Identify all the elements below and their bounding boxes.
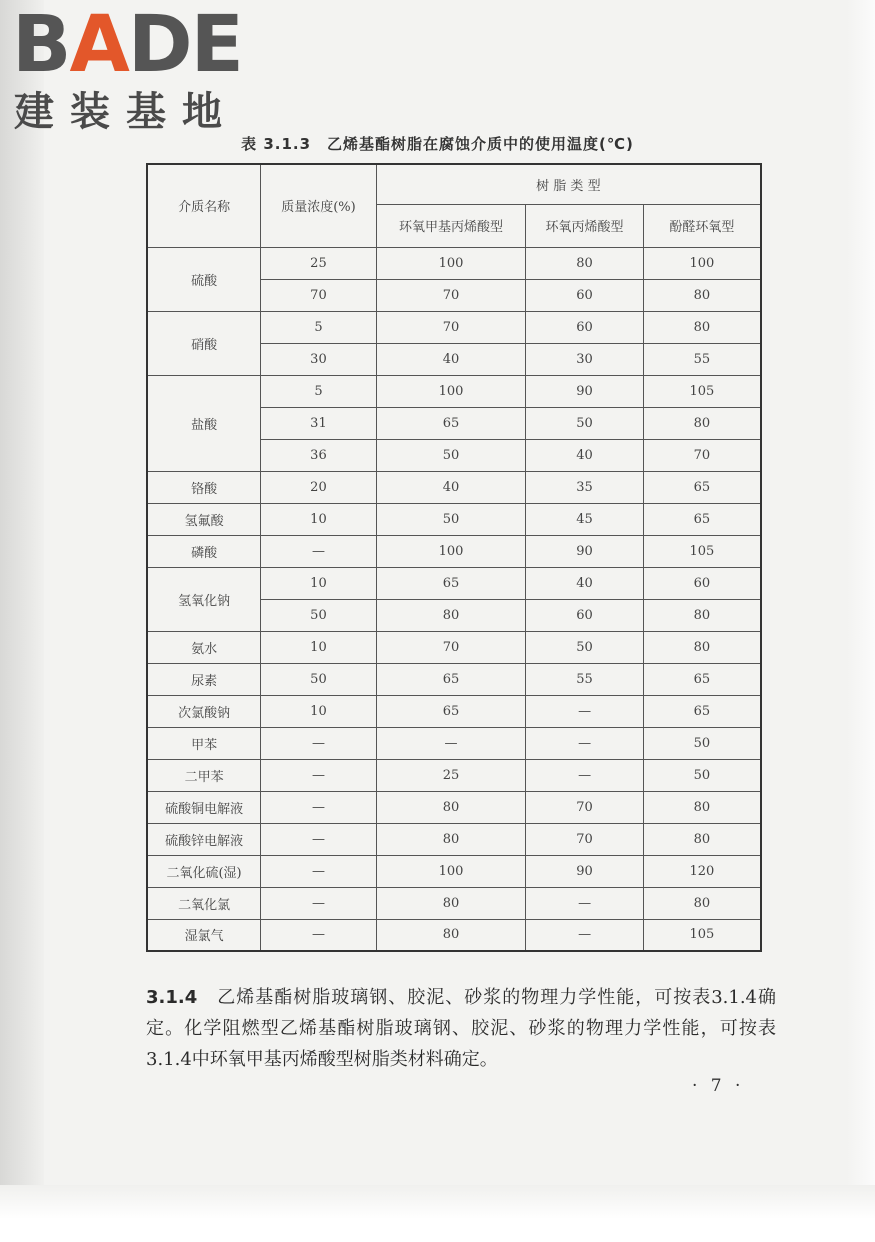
temperature-cell: 70 xyxy=(376,311,526,343)
temperature-cell: — xyxy=(526,695,644,727)
temperature-cell: — xyxy=(376,727,526,759)
medium-name-cell: 二甲苯 xyxy=(147,759,261,791)
logo-wordmark: BADE xyxy=(12,0,242,90)
medium-name-cell: 尿素 xyxy=(147,663,261,695)
header-concentration: 质量浓度(%) xyxy=(261,164,377,247)
temperature-cell: 80 xyxy=(376,599,526,631)
table-row xyxy=(147,727,761,759)
temperature-cell: 90 xyxy=(526,855,644,887)
table-row xyxy=(147,759,761,791)
concentration-cell: 50 xyxy=(261,599,377,631)
temperature-cell: 60 xyxy=(526,599,644,631)
medium-name-cell: 硫酸锌电解液 xyxy=(147,823,261,855)
medium-name-cell: 甲苯 xyxy=(147,727,261,759)
table-row xyxy=(147,471,761,503)
temperature-cell: 50 xyxy=(526,407,644,439)
temperature-cell: 65 xyxy=(376,695,526,727)
logo-chinese-text: 建装基地 xyxy=(14,89,238,135)
header-resin-type: 环氧甲基丙烯酸型 xyxy=(376,204,526,247)
concentration-cell: 50 xyxy=(261,663,377,695)
table-row xyxy=(147,855,761,887)
medium-name-cell: 次氯酸钠 xyxy=(147,695,261,727)
table-row xyxy=(147,919,761,951)
concentration-cell: 10 xyxy=(261,695,377,727)
temperature-cell: 25 xyxy=(376,759,526,791)
concentration-cell: — xyxy=(261,535,377,567)
temperature-cell: 70 xyxy=(643,439,761,471)
table-title: 表 3.1.3 乙烯基酯树脂在腐蚀介质中的使用温度(℃) xyxy=(241,135,634,153)
temperature-cell: 105 xyxy=(643,375,761,407)
resin-temperature-table xyxy=(146,163,762,952)
concentration-cell: 30 xyxy=(261,343,377,375)
page-number: · 7 · xyxy=(692,1076,745,1096)
concentration-cell: 10 xyxy=(261,567,377,599)
scan-bottom-shadow xyxy=(0,1185,875,1242)
temperature-cell: 65 xyxy=(643,471,761,503)
bade-logo-watermark xyxy=(12,0,262,136)
concentration-cell: — xyxy=(261,823,377,855)
temperature-cell: 80 xyxy=(376,823,526,855)
temperature-cell: — xyxy=(526,887,644,919)
medium-name-cell: 磷酸 xyxy=(147,535,261,567)
concentration-cell: 25 xyxy=(261,247,377,279)
header-resin-type: 环氧丙烯酸型 xyxy=(526,204,644,247)
temperature-cell: 80 xyxy=(643,791,761,823)
concentration-cell: 70 xyxy=(261,279,377,311)
temperature-cell: 50 xyxy=(376,439,526,471)
temperature-cell: 70 xyxy=(376,631,526,663)
concentration-cell: 10 xyxy=(261,631,377,663)
concentration-cell: 20 xyxy=(261,471,377,503)
temperature-cell: 60 xyxy=(643,567,761,599)
medium-name-cell: 二氧化硫(湿) xyxy=(147,855,261,887)
header-resin-group: 树 脂 类 型 xyxy=(376,164,761,204)
concentration-cell: — xyxy=(261,759,377,791)
medium-name-cell: 盐酸 xyxy=(147,375,261,471)
concentration-cell: — xyxy=(261,727,377,759)
concentration-cell: 10 xyxy=(261,503,377,535)
temperature-cell: 40 xyxy=(526,567,644,599)
temperature-cell: 80 xyxy=(643,631,761,663)
concentration-cell: — xyxy=(261,855,377,887)
table-row xyxy=(147,503,761,535)
temperature-cell: 45 xyxy=(526,503,644,535)
temperature-cell: 65 xyxy=(643,663,761,695)
concentration-cell: 31 xyxy=(261,407,377,439)
temperature-cell: 65 xyxy=(643,503,761,535)
temperature-cell: 50 xyxy=(643,727,761,759)
temperature-cell: 50 xyxy=(643,759,761,791)
temperature-cell: 80 xyxy=(643,407,761,439)
medium-name-cell: 氢氟酸 xyxy=(147,503,261,535)
section-number: 3.1.4 xyxy=(146,987,198,1008)
temperature-cell: 105 xyxy=(643,535,761,567)
table-body xyxy=(147,247,761,951)
medium-name-cell: 氨水 xyxy=(147,631,261,663)
header-resin-type: 酚醛环氧型 xyxy=(643,204,761,247)
table-row xyxy=(147,247,761,279)
temperature-cell: 100 xyxy=(643,247,761,279)
temperature-cell: 55 xyxy=(643,343,761,375)
temperature-cell: 80 xyxy=(643,599,761,631)
table-row xyxy=(147,567,761,599)
temperature-cell: 30 xyxy=(526,343,644,375)
concentration-cell: — xyxy=(261,919,377,951)
concentration-cell: — xyxy=(261,887,377,919)
table-row xyxy=(147,695,761,727)
temperature-cell: — xyxy=(526,727,644,759)
temperature-cell: 120 xyxy=(643,855,761,887)
temperature-cell: 80 xyxy=(376,791,526,823)
temperature-cell: 80 xyxy=(643,279,761,311)
medium-name-cell: 硫酸铜电解液 xyxy=(147,791,261,823)
table-row xyxy=(147,311,761,343)
temperature-cell: — xyxy=(526,759,644,791)
temperature-cell: — xyxy=(526,919,644,951)
temperature-cell: 100 xyxy=(376,247,526,279)
table-row xyxy=(147,663,761,695)
medium-name-cell: 硝酸 xyxy=(147,311,261,375)
table-row xyxy=(147,823,761,855)
header-medium: 介质名称 xyxy=(147,164,261,247)
table-row xyxy=(147,375,761,407)
table-row xyxy=(147,791,761,823)
temperature-cell: 65 xyxy=(376,407,526,439)
concentration-cell: 5 xyxy=(261,311,377,343)
temperature-cell: 50 xyxy=(376,503,526,535)
temperature-cell: 70 xyxy=(376,279,526,311)
concentration-cell: 36 xyxy=(261,439,377,471)
temperature-cell: 60 xyxy=(526,311,644,343)
concentration-cell: — xyxy=(261,791,377,823)
temperature-cell: 65 xyxy=(643,695,761,727)
temperature-cell: 80 xyxy=(643,887,761,919)
medium-name-cell: 二氧化氯 xyxy=(147,887,261,919)
table-row xyxy=(147,631,761,663)
temperature-cell: 80 xyxy=(376,887,526,919)
medium-name-cell: 氢氧化钠 xyxy=(147,567,261,631)
temperature-cell: 65 xyxy=(376,663,526,695)
scan-left-shadow xyxy=(0,0,44,1242)
temperature-cell: 40 xyxy=(376,343,526,375)
temperature-cell: 90 xyxy=(526,375,644,407)
temperature-cell: 80 xyxy=(376,919,526,951)
temperature-cell: 60 xyxy=(526,279,644,311)
section-text: 乙烯基酯树脂玻璃钢、胶泥、砂浆的物理力学性能，可按表3.1.4确定。化学阻燃型乙烯基酯树脂玻璃钢、胶泥、砂浆的物理力学性能，可按表3.1.4中环氧甲基丙烯酸型树脂类材料确定。 xyxy=(146,987,777,1070)
temperature-cell: 35 xyxy=(526,471,644,503)
temperature-cell: 105 xyxy=(643,919,761,951)
temperature-cell: 50 xyxy=(526,631,644,663)
temperature-cell: 100 xyxy=(376,855,526,887)
medium-name-cell: 铬酸 xyxy=(147,471,261,503)
table-row xyxy=(147,887,761,919)
medium-name-cell: 湿氯气 xyxy=(147,919,261,951)
temperature-cell: 65 xyxy=(376,567,526,599)
temperature-cell: 70 xyxy=(526,791,644,823)
temperature-cell: 80 xyxy=(526,247,644,279)
temperature-cell: 100 xyxy=(376,375,526,407)
temperature-cell: 70 xyxy=(526,823,644,855)
scan-right-shadow xyxy=(847,0,875,1242)
concentration-cell: 5 xyxy=(261,375,377,407)
temperature-cell: 80 xyxy=(643,823,761,855)
temperature-cell: 40 xyxy=(526,439,644,471)
temperature-cell: 40 xyxy=(376,471,526,503)
temperature-cell: 90 xyxy=(526,535,644,567)
temperature-cell: 80 xyxy=(643,311,761,343)
medium-name-cell: 硫酸 xyxy=(147,247,261,311)
temperature-cell: 100 xyxy=(376,535,526,567)
table-row xyxy=(147,535,761,567)
temperature-cell: 55 xyxy=(526,663,644,695)
section-paragraph xyxy=(146,982,776,1075)
